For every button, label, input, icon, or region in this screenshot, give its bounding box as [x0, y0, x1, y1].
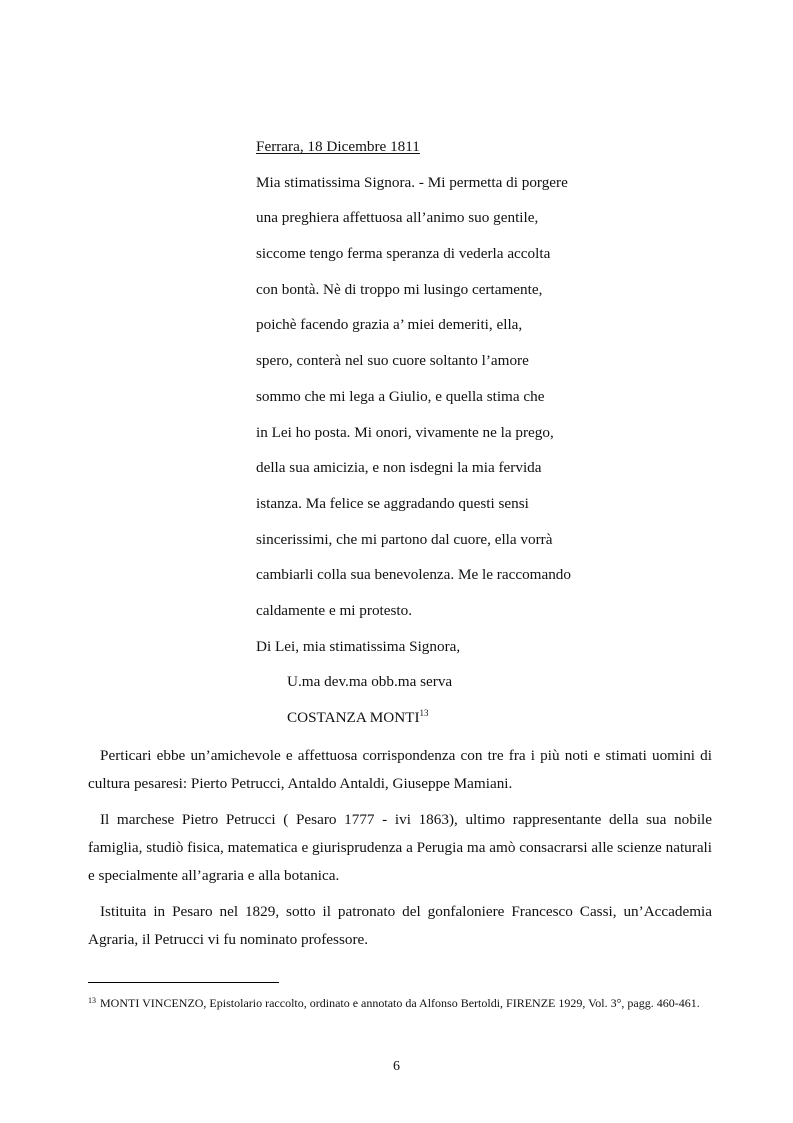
footnote-separator — [88, 982, 279, 983]
letter-closing: U.ma dev.ma obb.ma serva — [287, 673, 453, 691]
letter-line: Di Lei, mia stimatissima Signora, — [256, 637, 461, 655]
letter-line: siccome tengo ferma speranza di vederla accolta — [256, 245, 551, 263]
paragraph: Perticari ebbe un’amichevole e affettuosa corrispondenza con tre fra i più noti e stimati uomini di cultura pesaresi: Pierto Petrucci, Antaldo Antaldi, Giuseppe Mamiani. — [88, 747, 712, 792]
page-number: 6 — [393, 1059, 400, 1074]
body-text — [88, 742, 712, 962]
letter-line: caldamente e mi protesto. — [256, 601, 413, 619]
letter-line: cambiarli colla sua benevolenza. Me le raccomando — [256, 566, 571, 584]
letter-line: in Lei ho posta. Mi onori, vivamente ne la prego, — [256, 423, 554, 441]
letter-line: sommo che mi lega a Giulio, e quella stima che — [256, 387, 545, 405]
paragraph: Il marchese Pietro Petrucci ( Pesaro 1777 - ivi 1863), ultimo rappresentante della sua nobile famiglia, studiò fisica, matematica e giurisprudenza a Perugia ma amò consacrarsi alle scienze naturali e specialmente all’agraria e alla botanica. — [88, 811, 712, 884]
footnote-text: MONTI VINCENZO, Epistolario raccolto, ordinato e annotato da Alfonso Bertoldi, FIRENZE 1929, Vol. 3°, pagg. 460-461. — [100, 996, 700, 1010]
letter-line: una preghiera affettuosa all’animo suo gentile, — [256, 209, 539, 227]
letter-signature — [256, 709, 656, 727]
signature-name: COSTANZA MONTI — [287, 709, 420, 726]
letter-line: Mia stimatissima Signora. - Mi permetta di porgere — [256, 173, 568, 191]
letter-line: istanza. Ma felice se aggradando questi sensi — [256, 494, 529, 512]
footnote-reference[interactable]: 13 — [419, 708, 429, 718]
footnote-number: 13 — [88, 996, 96, 1005]
letter-line: della sua amicizia, e non isdegni la mia fervida — [256, 459, 542, 477]
letter-line: sincerissimi, che mi partono dal cuore, ella vorrà — [256, 530, 553, 548]
letter-line: poichè facendo grazia a’ miei demeriti, ella, — [256, 316, 523, 334]
footnote — [88, 995, 712, 1011]
letter-line: spero, conterà nel suo cuore soltanto l’amore — [256, 352, 529, 370]
paragraph: Istituita in Pesaro nel 1829, sotto il patronato del gonfaloniere Francesco Cassi, un’Accademia Agraria, il Petrucci vi fu nominato professore. — [88, 903, 712, 948]
letter-line: con bontà. Nè di troppo mi lusingo certamente, — [256, 280, 543, 298]
quoted-letter — [256, 138, 656, 727]
letter-dateline: Ferrara, 18 Dicembre 1811 — [256, 138, 420, 155]
